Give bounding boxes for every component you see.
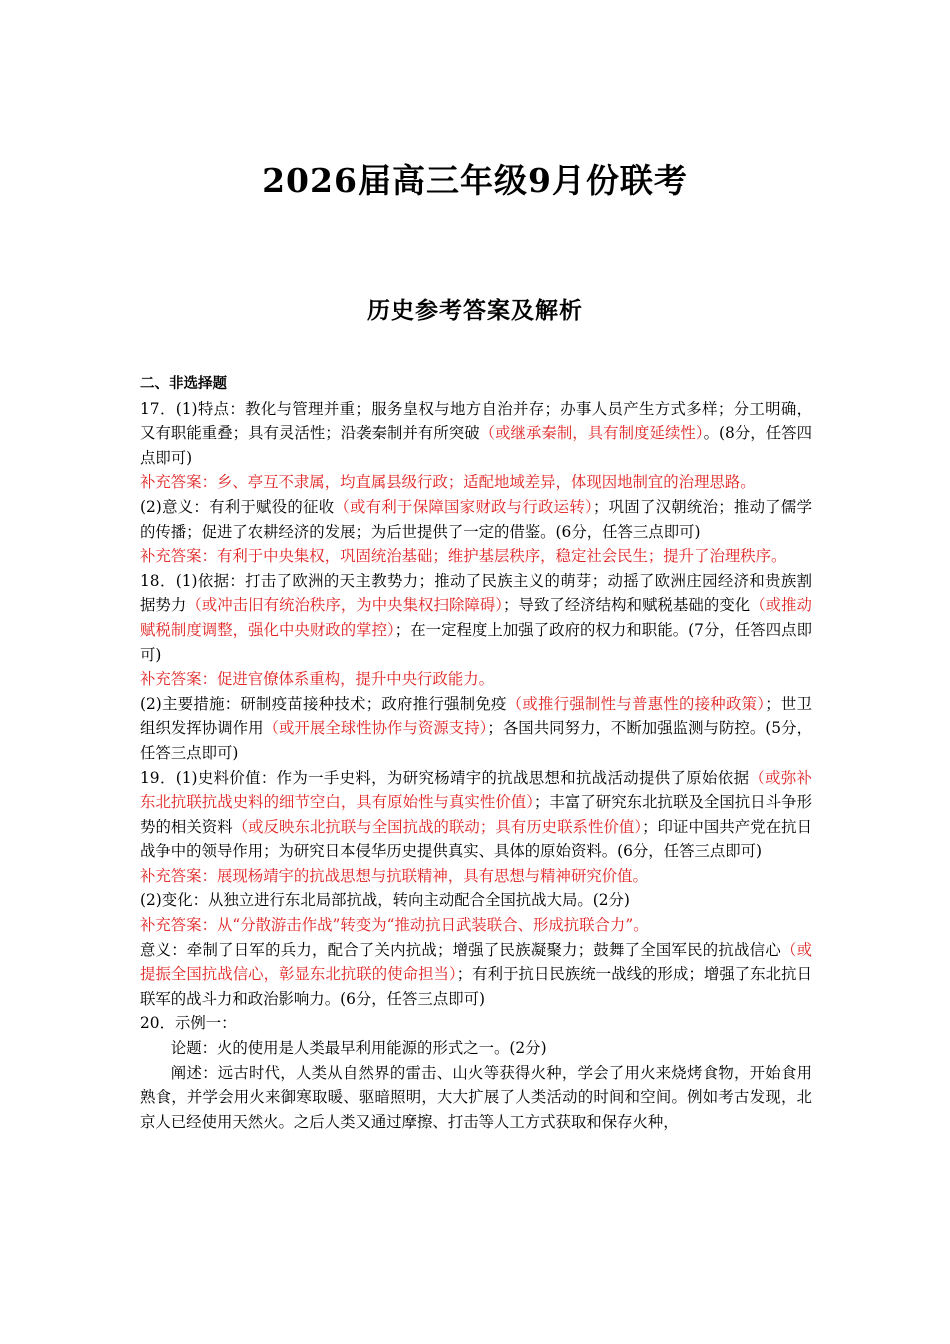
q18-part2: (2)主要措施：研制疫苗接种技术；政府推行强制免疫（或推行强制性与普惠性的接种政策）；世卫组织发挥协调作用（或开展全球性协作与资源支持）；各国共同努力，不断加强监测与防控。(5分，任答三点即可): [140, 694, 812, 762]
answer-content: [140, 372, 812, 1134]
q19-supplement-1: 补充答案：展现杨靖宇的抗战思想与抗联精神，具有思想与精神研究价值。: [140, 866, 648, 885]
q19-part2: (2)变化：从独立进行东北局部抗战，转向主动配合全国抗战大局。(2分): [140, 891, 630, 910]
q20-heading: 20．示例一：: [140, 1014, 237, 1033]
q17-supplement-2: 补充答案：有利于中央集权，巩固统治基础；维护基层秩序，稳定社会民生；提升了治理秩序。: [140, 547, 787, 566]
q18-supplement-1: 补充答案：促进官僚体系重构，提升中央行政能力。: [140, 670, 494, 689]
q17-part2: (2)意义：有利于赋役的征收（或有利于保障国家财政与行政运转）；巩固了汉朝统治；推动了儒学的传播；促进了农耕经济的发展；为后世提供了一定的借鉴。(6分，任答三点即可): [140, 497, 812, 541]
section-heading: 二、非选择题: [140, 376, 227, 392]
document-title: 2026届高三年级9月份联考: [262, 161, 688, 200]
q19-part1: 19．(1)史料价值：作为一手史料，为研究杨靖宇的抗战思想和抗战活动提供了原始依据（或弥补东北抗联抗战史料的细节空白，具有原始性与真实性价值）；丰富了研究东北抗联及全国抗日斗争形势的相关资料（或反映东北抗联与全国抗战的联动；具有历史联系性价值）；印证中国共产党在抗日战争中的领导作用；为研究日本侵华历史提供真实、具体的原始资料。(6分，任答三点即可): [140, 768, 812, 861]
q20-body: 阐述：远古时代，人类从自然界的雷击、山火等获得火种，学会了用火来烧烤食物，开始食用熟食，并学会用火来御寒取暖、驱暗照明，大大扩展了人类活动的时间和空间。例如考古发现，北京人已经使用天然火。之后人类又通过摩擦、打击等人工方式获取和保存火种，: [140, 1063, 812, 1131]
q20-thesis: 论题：火的使用是人类最早利用能源的形式之一。(2分): [170, 1039, 547, 1058]
q17-part1: 17．(1)特点：教化与管理并重；服务皇权与地方自治并存；办事人员产生方式多样；分工明确，又有职能重叠；具有灵活性；沿袭秦制并有所突破（或继承秦制，具有制度延续性）。(8分，任答四点即可): [140, 399, 812, 467]
q19-supplement-2: 补充答案：从“分散游击作战”转变为“推动抗日武装联合、形成抗联合力”。: [140, 916, 649, 935]
q17-supplement-1: 补充答案：乡、亭互不隶属，均直属县级行政；适配地域差异，体现因地制宜的治理思路。: [140, 473, 756, 492]
q19-part3: 意义：牵制了日军的兵力，配合了关内抗战；增强了民族凝聚力；鼓舞了全国军民的抗战信心（或提振全国抗战信心，彰显东北抗联的使命担当）；有利于抗日民族统一战线的形成；增强了东北抗日联军的战斗力和政治影响力。(6分，任答三点即可): [140, 940, 812, 1008]
document-subtitle: 历史参考答案及解析: [367, 297, 583, 324]
q18-part1: 18．(1)依据：打击了欧洲的天主教势力；推动了民族主义的萌芽；动摇了欧洲庄园经济和贵族割据势力（或冲击旧有统治秩序，为中央集权扫除障碍）；导致了经济结构和赋税基础的变化（或推动赋税制度调整，强化中央财政的掌控）；在一定程度上加强了政府的权力和职能。(7分，任答四点即可): [140, 571, 813, 664]
